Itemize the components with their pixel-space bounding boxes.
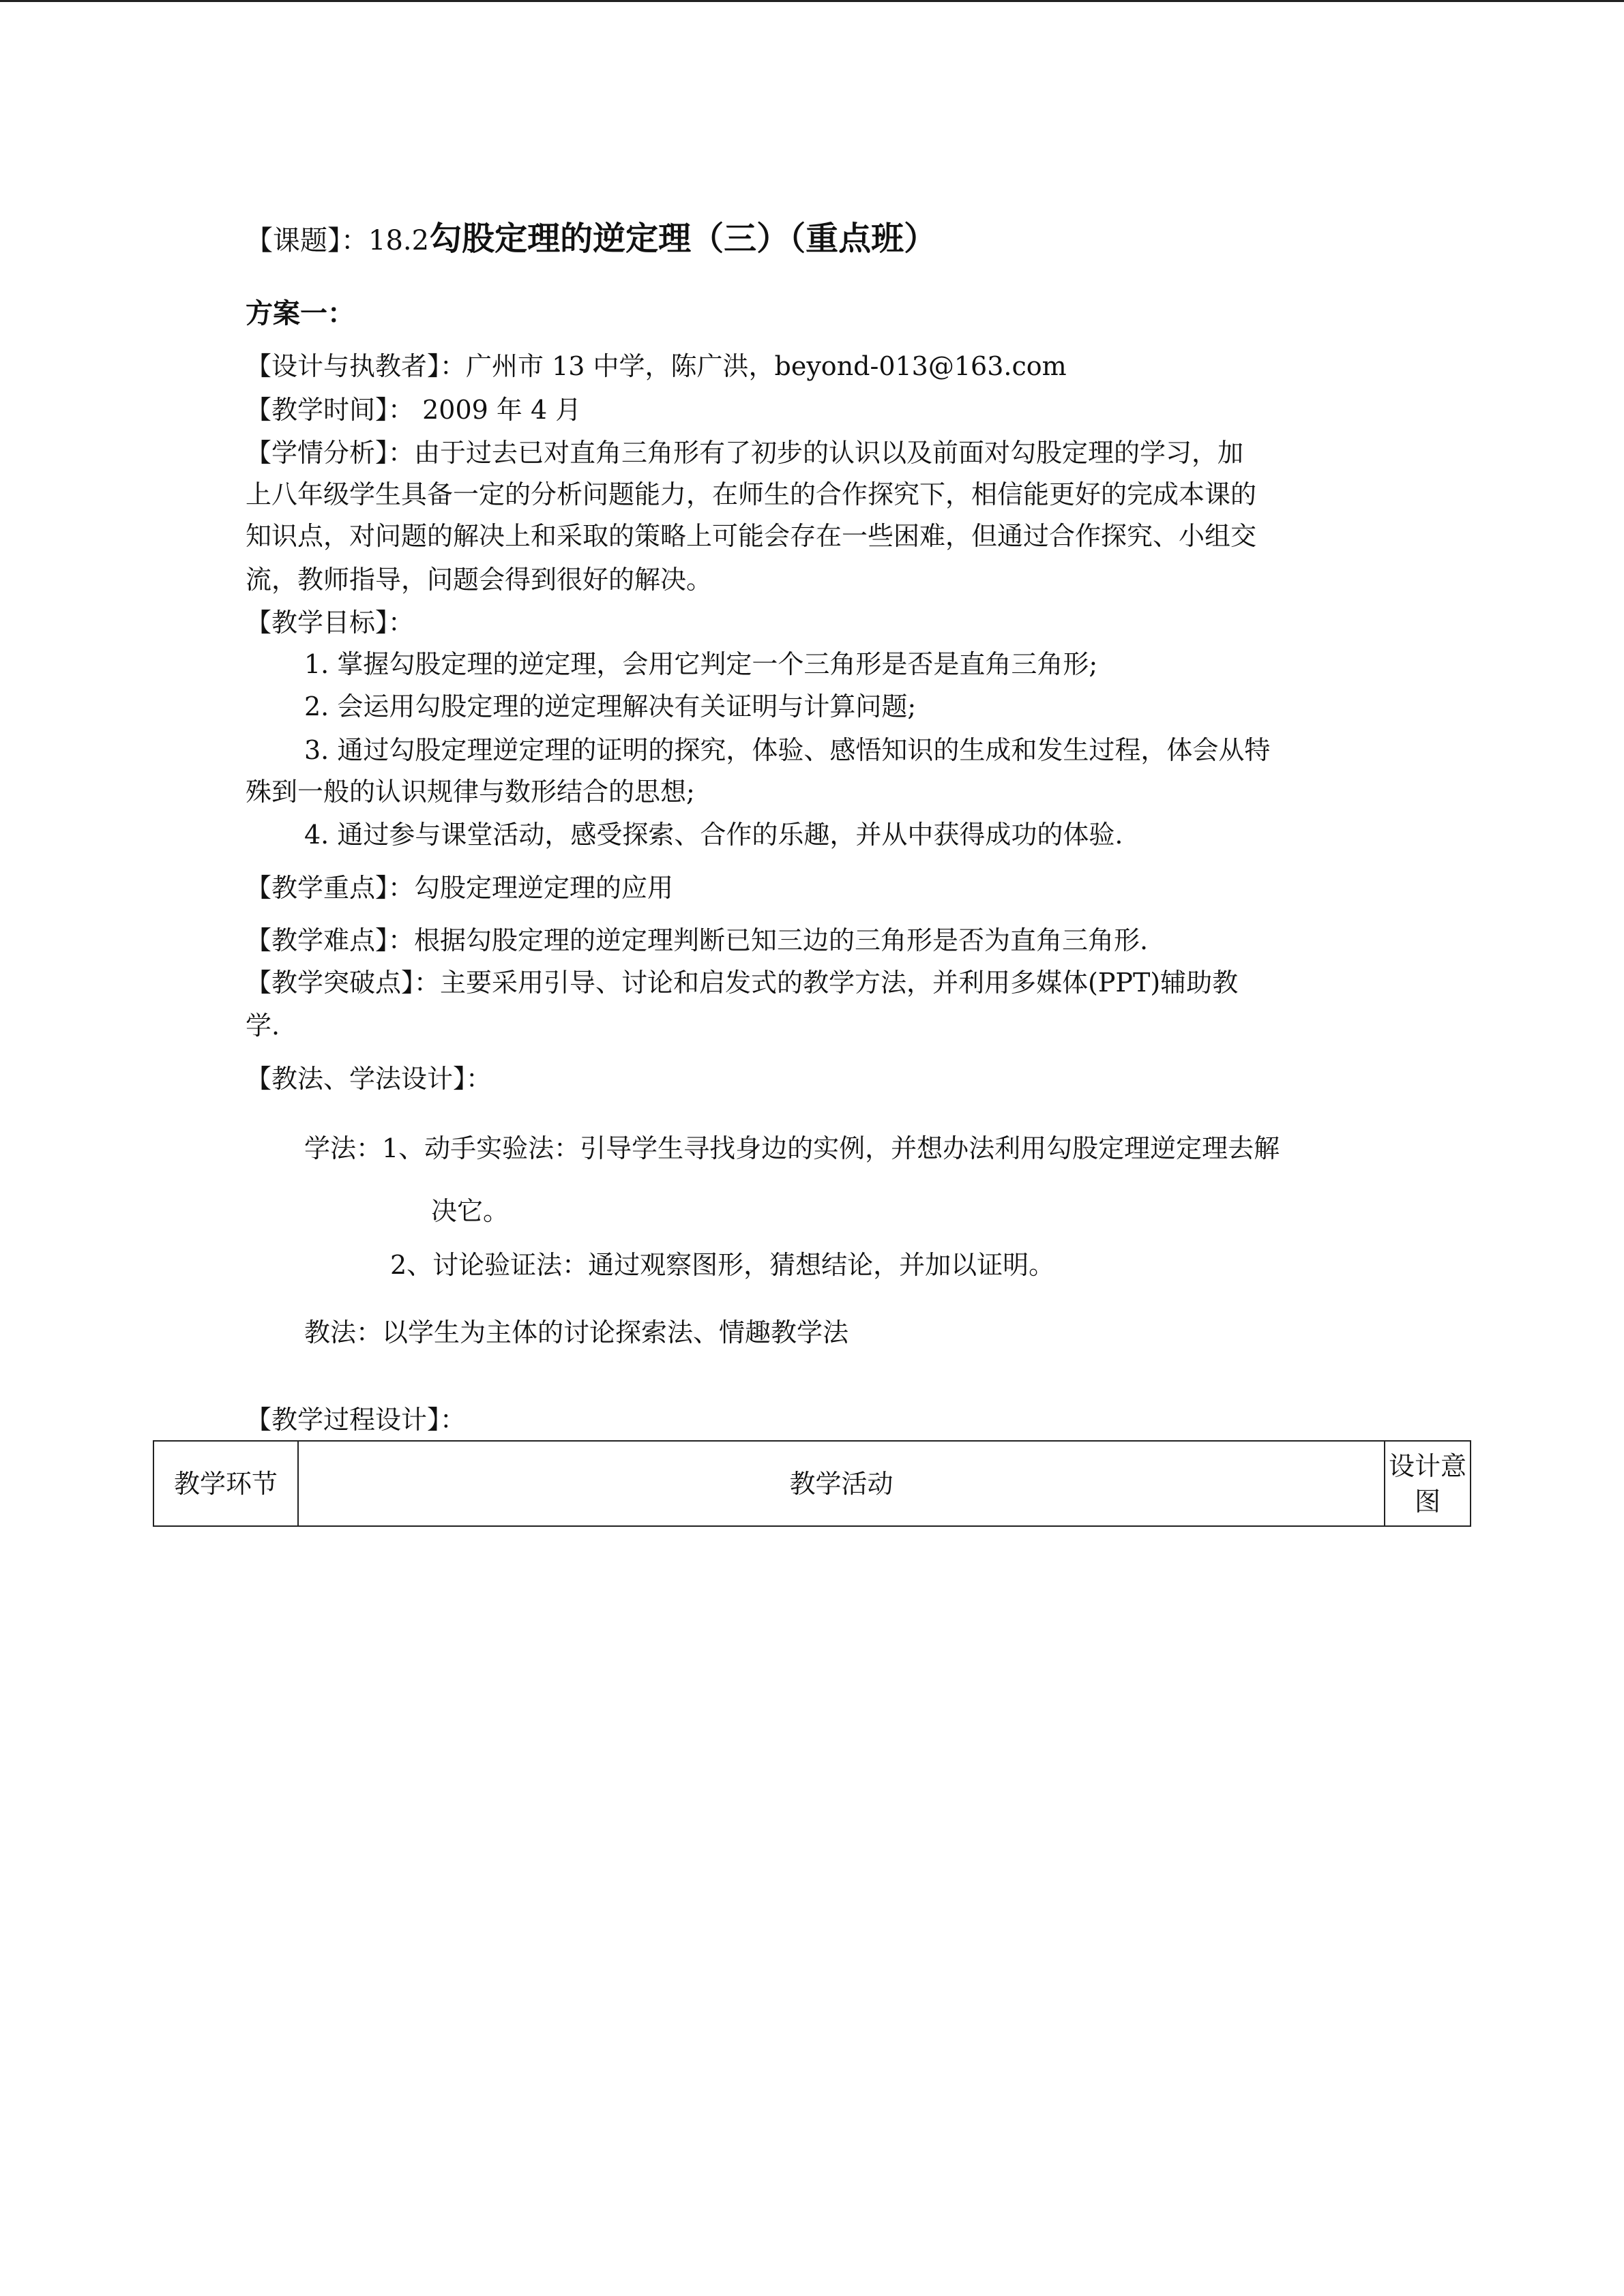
process-table xyxy=(153,1440,1471,1527)
topic-label: 【课题】：18.2 xyxy=(246,225,430,256)
student-analysis-line-2: 上八年级学生具备一定的分析问题能力，在师生的合作探究下，相信能更好的完成本课的 xyxy=(246,479,1257,509)
designer-line xyxy=(246,350,1067,383)
objective-item-4: 4. 通过参与课堂活动，感受探索、合作的乐趣，并从中获得成功的体验. xyxy=(304,820,1123,850)
methods-colon: ： xyxy=(466,1064,492,1094)
breakthrough-text: ：主要采用引导、讨论和启发式的教学方法，并利用多媒体(PPT)辅助教 xyxy=(414,968,1239,998)
lesson-topic xyxy=(246,222,936,257)
teach-method: 教法：以学生为主体的讨论探索法、情趣教学法 xyxy=(304,1317,849,1347)
header-design-intent: 设计意图 xyxy=(1385,1441,1471,1526)
student-analysis-line-3: 知识点，对问题的解决上和采取的策略上可能会存在一些困难，但通过合作探究、小组交 xyxy=(246,521,1257,551)
objectives-colon: ： xyxy=(388,608,415,638)
breakthrough-label: 【教学突破点】 xyxy=(246,968,415,998)
student-analysis-text: ：由于过去已对直角三角形有了初步的认识以及前面对勾股定理的学习，加 xyxy=(388,438,1244,468)
study-method-1-cont: 决它。 xyxy=(431,1196,510,1226)
designer-label: 【设计与执教者】 xyxy=(246,351,441,381)
study-method-1: 学法：1、动手实验法：引导学生寻找身边的实例，并想办法利用勾股定理逆定理去解 xyxy=(304,1133,1280,1163)
student-analysis-label: 【学情分析】 xyxy=(246,438,389,468)
breakthrough-line-1 xyxy=(246,966,1238,999)
objective-item-1: 1. 掌握勾股定理的逆定理，会用它判定一个三角形是否是直角三角形; xyxy=(304,649,1098,679)
process-label: 【教学过程设计】 xyxy=(246,1405,441,1435)
process-colon: ： xyxy=(440,1405,467,1435)
methods-label: 【教法、学法设计】 xyxy=(246,1064,467,1094)
table-header-row xyxy=(153,1441,1471,1526)
process-heading xyxy=(246,1403,466,1436)
student-analysis-line-4: 流，教师指导，问题会得到很好的解决。 xyxy=(246,565,713,595)
breakthrough-line-2: 学. xyxy=(246,1011,280,1041)
header-teaching-activity: 教学活动 xyxy=(298,1441,1385,1526)
objective-item-2: 2. 会运用勾股定理的逆定理解决有关证明与计算问题; xyxy=(304,691,917,721)
objective-item-3-cont: 殊到一般的认识规律与数形结合的思想; xyxy=(246,777,695,807)
study-method-2: 2、讨论验证法：通过观察图形，猜想结论，并加以证明。 xyxy=(390,1250,1055,1280)
key-point-value: ：勾股定理逆定理的应用 xyxy=(388,873,674,903)
student-analysis-line-1 xyxy=(246,436,1243,469)
topic-title: 勾股定理的逆定理（三）（重点班） xyxy=(429,220,937,258)
top-border xyxy=(0,0,1624,2)
designer-value: ：广州市 13 中学，陈广洪，beyond-013@163.com xyxy=(440,351,1067,381)
difficulty-label: 【教学难点】 xyxy=(246,925,389,955)
difficulty-line xyxy=(246,924,1148,957)
plan-label: 方案一： xyxy=(246,297,355,329)
teach-time-line xyxy=(246,393,581,426)
teach-time-label: 【教学时间】 xyxy=(246,395,389,425)
objectives-label: 【教学目标】 xyxy=(246,608,389,638)
methods-heading xyxy=(246,1062,492,1095)
objectives-heading xyxy=(246,606,414,639)
objective-item-3: 3. 通过勾股定理逆定理的证明的探究，体验、感悟知识的生成和发生过程，体会从特 xyxy=(304,735,1271,765)
difficulty-value: ：根据勾股定理的逆定理判断已知三边的三角形是否为直角三角形. xyxy=(388,925,1149,955)
key-point-line xyxy=(246,871,673,904)
teach-time-value: ： 2009 年 4 月 xyxy=(388,395,582,425)
key-point-label: 【教学重点】 xyxy=(246,873,389,903)
header-teaching-stage: 教学环节 xyxy=(153,1441,298,1526)
